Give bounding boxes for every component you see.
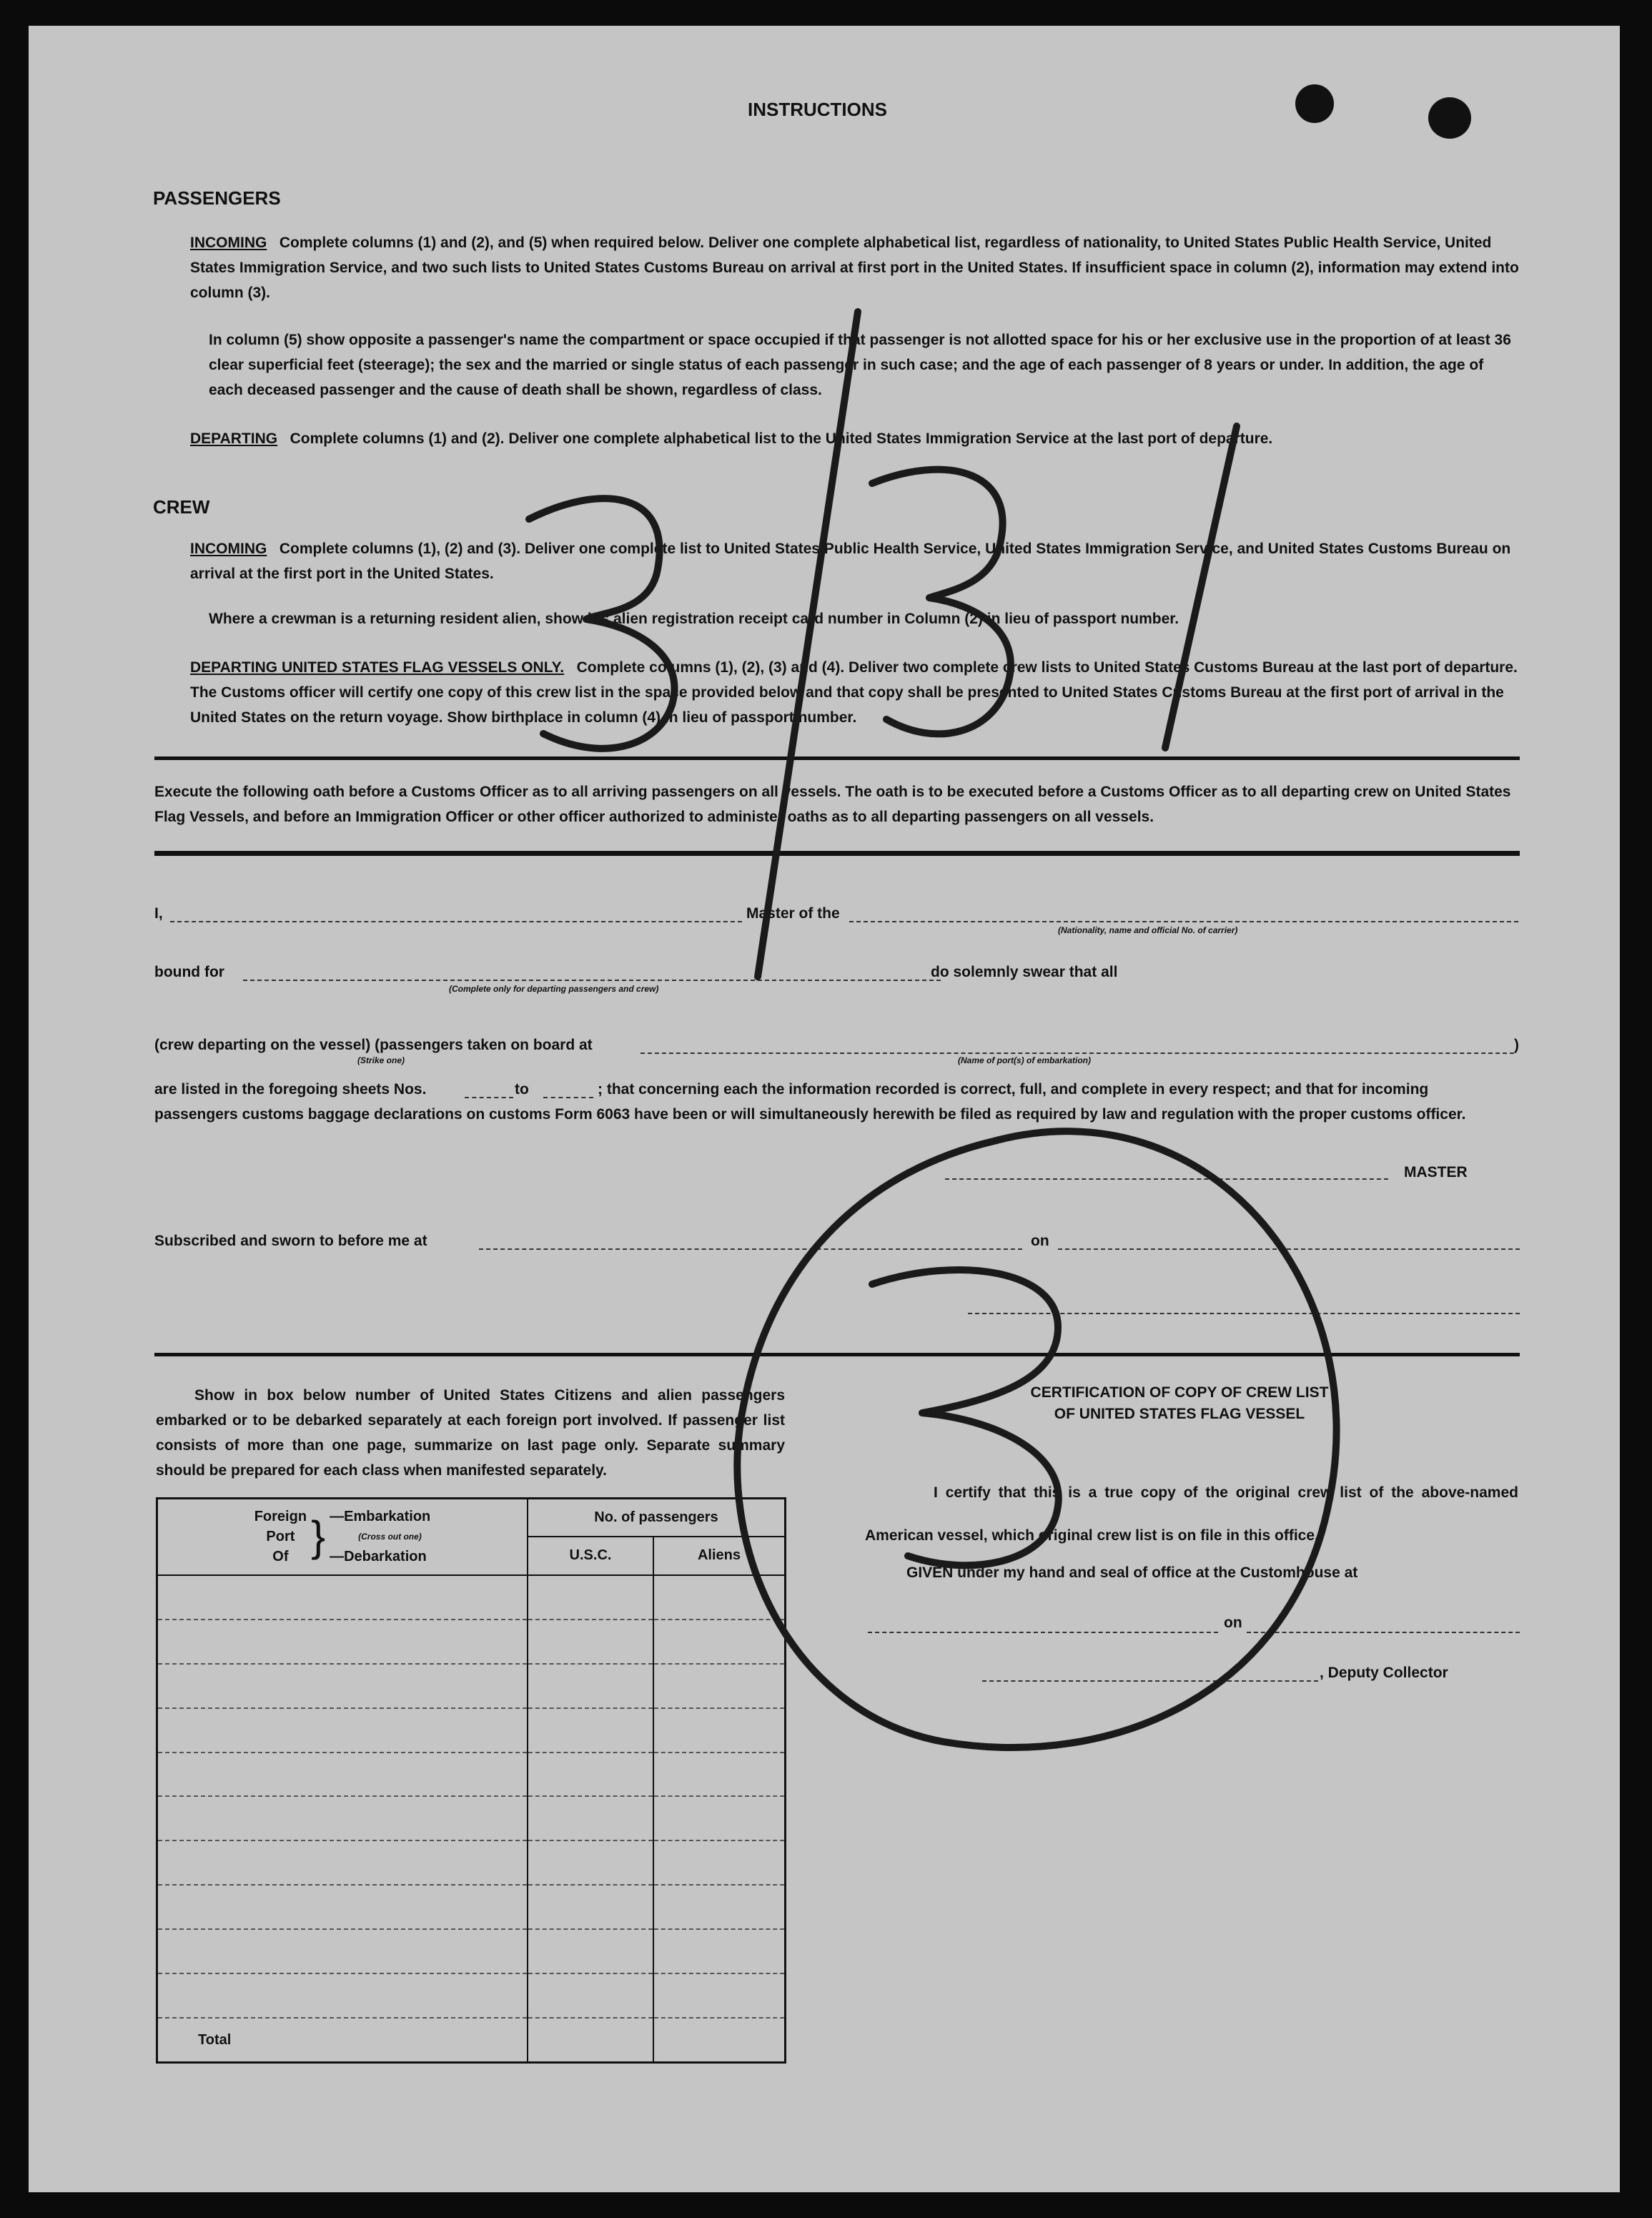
handwriting-overlay [29,26,1620,2192]
port-label: Port [266,1529,295,1545]
debarkation-option[interactable]: —Debarkation [330,1549,427,1565]
aliens-header: Aliens [653,1537,786,1575]
given-text: GIVEN under my hand and seal of office at the Customhouse at [906,1564,1358,1581]
crew-departing-label: DEPARTING UNITED STATES FLAG VESSELS ONLY. [190,659,565,676]
ports-note: (Name of port(s) of embarkation) [958,1055,1092,1065]
handwritten-digit-one [1165,426,1237,748]
close-paren: ) [1514,1037,1519,1053]
complete-only-note: (Complete only for departing passengers and crew) [449,984,659,994]
baggage-text: passengers customs baggage declarations on customs Form 6063 have been or will simultaneously herewith be filed as required by law and regulation with the proper customs officer. [154,1106,1466,1123]
passengers-incoming-label: INCOMING [190,235,267,251]
no-of-passengers-header: No. of passengers [528,1499,786,1537]
deputy-collector-label: , Deputy Collector [1320,1665,1448,1681]
swear-text: do solemnly swear that all [931,964,1118,980]
document-page [29,26,1620,2192]
bound-for-label: bound for [154,964,224,980]
handwritten-circle [737,1131,1336,1748]
passengers-incoming-text: Complete columns (1) and (2), and (5) when required below. Deliver one complete alphabetical list, regardless of nationality, to United States Public Health Service, United States Immigration Service, and two such lists to United States Customs Bureau on arrival at first port in the United States. If insufficient space in column (2), information may extend into column (3). [190,235,1519,301]
passengers-column5-text: In column (5) show opposite a passenger's name the compartment or space occupied if that passenger is not allotted space for his or her exclusive use in the proportion of at least 36 clear superficial feet (steerage); the sex and the married or single status of each passenger in such case; and the age of each passenger of 8 years or under. In addition, the age of each deceased passenger and the cause of death shall be shown, regardless of class. [209,332,1511,398]
brace: } [311,1512,326,1561]
foreign-label: Foreign [254,1509,307,1525]
crew-departing-text: Complete columns (1), (2), (3) and (4). Deliver two complete crew lists to United States Customs Bureau at the last port of departure. The Customs officer will certify one copy of this crew list in the space provided below and that copy shall be presented to United States Customs Bureau at the first port of arrival in the United States on the return voyage. Show birthplace in column (4) in lieu of passport number. [190,659,1518,726]
page-title: INSTRUCTIONS [748,99,887,120]
passengers-heading: PASSENGERS [153,187,281,209]
handwritten-digit-three [872,470,1011,734]
listed-text: are listed in the foregoing sheets Nos. [154,1081,427,1098]
handwritten-circled-three [872,1270,1059,1565]
listed-text-continued: ; that concerning each the information recorded is correct, full, and complete in every respect; and that for incoming [598,1081,1429,1098]
passengers-departing-label: DEPARTING [190,430,278,447]
nationality-note: (Nationality, name and official No. of carrier) [1058,925,1238,935]
master-label: MASTER [1404,1164,1468,1181]
crew-departing-text: (crew departing on the vessel) (passengers taken on board at [154,1037,593,1053]
strike-one-note: (Strike one) [357,1055,405,1065]
subscribed-label: Subscribed and sworn to before me at [154,1233,427,1249]
crew-heading: CREW [153,496,210,518]
crew-resident-text: Where a crewman is a returning resident alien, show his alien registration receipt card number in Column (2) in lieu of passport number. [209,611,1179,627]
usc-header: U.S.C. [528,1537,653,1575]
oath-intro: Execute the following oath before a Customs Officer as to all arriving passengers on all vessels. The oath is to be executed before a Customs Officer as to all departing crew on United States Flag Vessels, and before an Immigration Officer or other officer authorized to administer oaths as to all departing passengers on all vessels. [154,784,1511,825]
cross-out-note: (Cross out one) [358,1532,422,1542]
handwritten-slash [758,312,858,977]
of-label: Of [272,1549,289,1565]
total-label: Total [157,2018,528,2062]
embarkation-option[interactable]: —Embarkation [330,1509,431,1525]
crew-incoming-text: Complete columns (1), (2) and (3). Deliver one complete list to United States Public Health Service, United States Immigration Service, and United States Customs Bureau on arrival at the first port in the United States. [190,541,1511,582]
certification-subheading: OF UNITED STATES FLAG VESSEL [1054,1406,1305,1422]
on-label: on [1031,1233,1049,1249]
crew-incoming-label: INCOMING [190,541,267,557]
oath-i-label: I, [154,905,163,922]
handwritten-digit-three [529,498,674,749]
certification-heading: CERTIFICATION OF COPY OF CREW LIST [1030,1384,1329,1401]
summary-instructions: Show in box below number of United States Citizens and alien passengers embarked or to be debarked separately at each foreign port involved. If passenger list consists of more than one page, summarize on last page only. Separate summary should be prepared for each class when manifested separately. [156,1387,785,1479]
passengers-departing-text: Complete columns (1) and (2). Deliver one complete alphabetical list to the United States Immigration Service at the last port of departure. [290,430,1273,447]
master-of-the-label: Master of the [746,905,840,922]
listed-to: to [515,1081,529,1098]
certification-on-label: on [1224,1615,1242,1631]
certify-text: I certify that this is a true copy of the original crew list of the above-named American vessel, which original crew list is on file in this office. [865,1484,1518,1544]
